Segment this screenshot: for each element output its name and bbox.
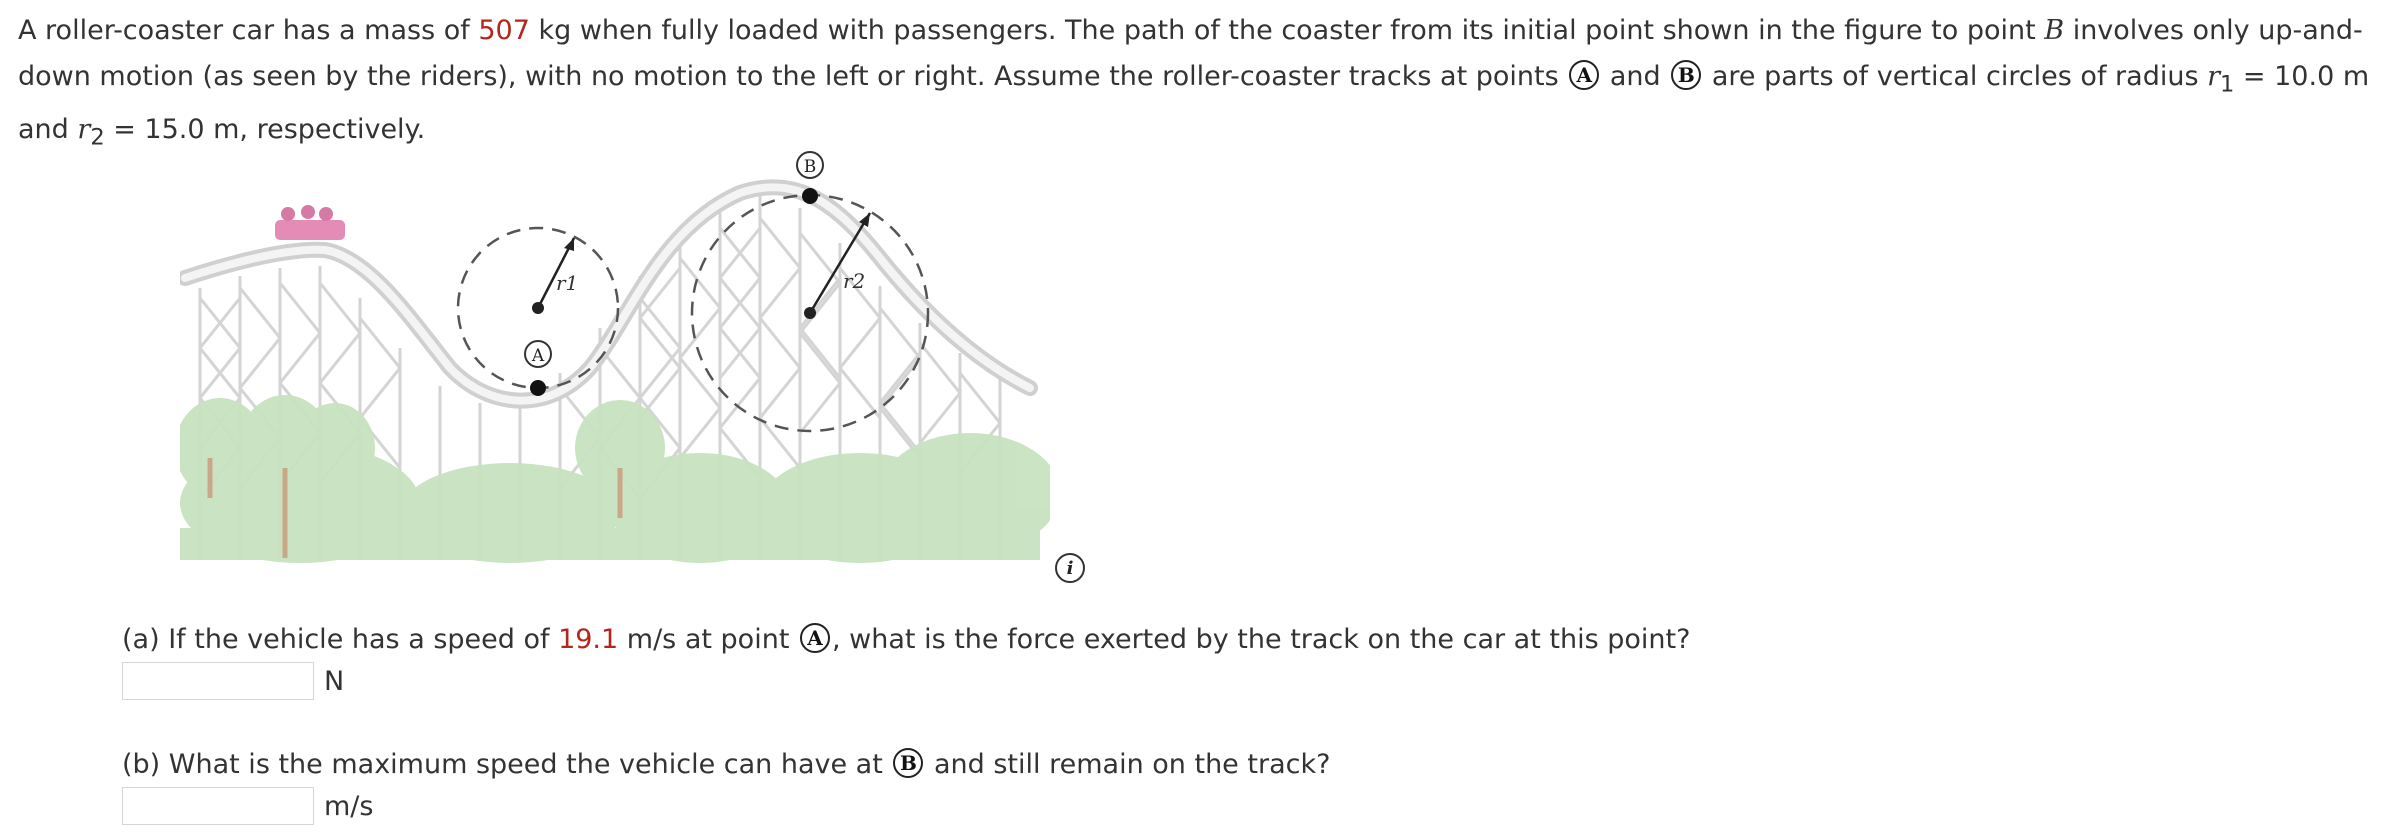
- answer-a-input[interactable]: [122, 662, 314, 700]
- problem-text: A roller-coaster car has a mass of: [18, 15, 479, 46]
- point-b-marker: B: [1671, 60, 1701, 90]
- label-r1: r1: [556, 271, 579, 295]
- info-icon[interactable]: i: [1055, 553, 1085, 583]
- point-a-dot: [530, 380, 546, 396]
- problem-text: are parts of vertical circles of radius: [1703, 61, 2208, 92]
- question-a-text: (a) If the vehicle has a speed of: [122, 624, 559, 655]
- point-a-figure-label: A: [531, 346, 545, 366]
- point-b-italic: B: [2044, 15, 2065, 46]
- r2-subscript: 2: [90, 124, 105, 151]
- answer-row-b: [122, 787, 373, 825]
- r2-variable: r: [77, 114, 91, 146]
- coaster-car: [275, 205, 345, 240]
- question-b: [122, 745, 1330, 785]
- answer-row-a: [122, 662, 344, 700]
- problem-text: involves only up-and-down motion (as seen by the riders), with no motion to the left or right. Assume the roller-coaster tracks at points: [18, 15, 2363, 92]
- speed-value: 19.1: [558, 624, 619, 655]
- problem-statement: [18, 8, 2378, 161]
- problem-text: kg when fully loaded with passengers. The path of the coaster from its initial point shown in the figure to point: [529, 15, 2045, 46]
- question-a: [122, 620, 1690, 660]
- point-a-marker-question: A: [800, 623, 830, 653]
- question-b-text: (b) What is the maximum speed the vehicle can have at: [122, 749, 892, 780]
- question-a-text: m/s at point: [618, 624, 798, 655]
- point-a-marker: A: [1569, 60, 1599, 90]
- point-b-marker-question: B: [893, 748, 923, 778]
- problem-text: and: [1601, 61, 1670, 92]
- r1-subscript: 1: [2220, 71, 2235, 98]
- point-b-figure-label: B: [803, 157, 817, 177]
- r1-variable: r: [2207, 61, 2221, 92]
- question-b-text: and still remain on the track?: [925, 749, 1331, 780]
- answer-a-unit: N: [324, 665, 345, 697]
- answer-b-input[interactable]: [122, 787, 314, 825]
- answer-b-unit: m/s: [324, 790, 374, 822]
- r1-value: = 10.0 m and: [18, 61, 2370, 146]
- point-b-dot: [802, 188, 818, 204]
- label-r2: r2: [843, 269, 866, 293]
- mass-value: 507: [478, 15, 530, 46]
- roller-coaster-figure: [180, 148, 1050, 568]
- coaster-track: [185, 187, 1030, 400]
- question-a-text: , what is the force exerted by the track on the car at this point?: [832, 624, 1691, 655]
- r2-value: = 15.0 m, respectively.: [104, 114, 426, 146]
